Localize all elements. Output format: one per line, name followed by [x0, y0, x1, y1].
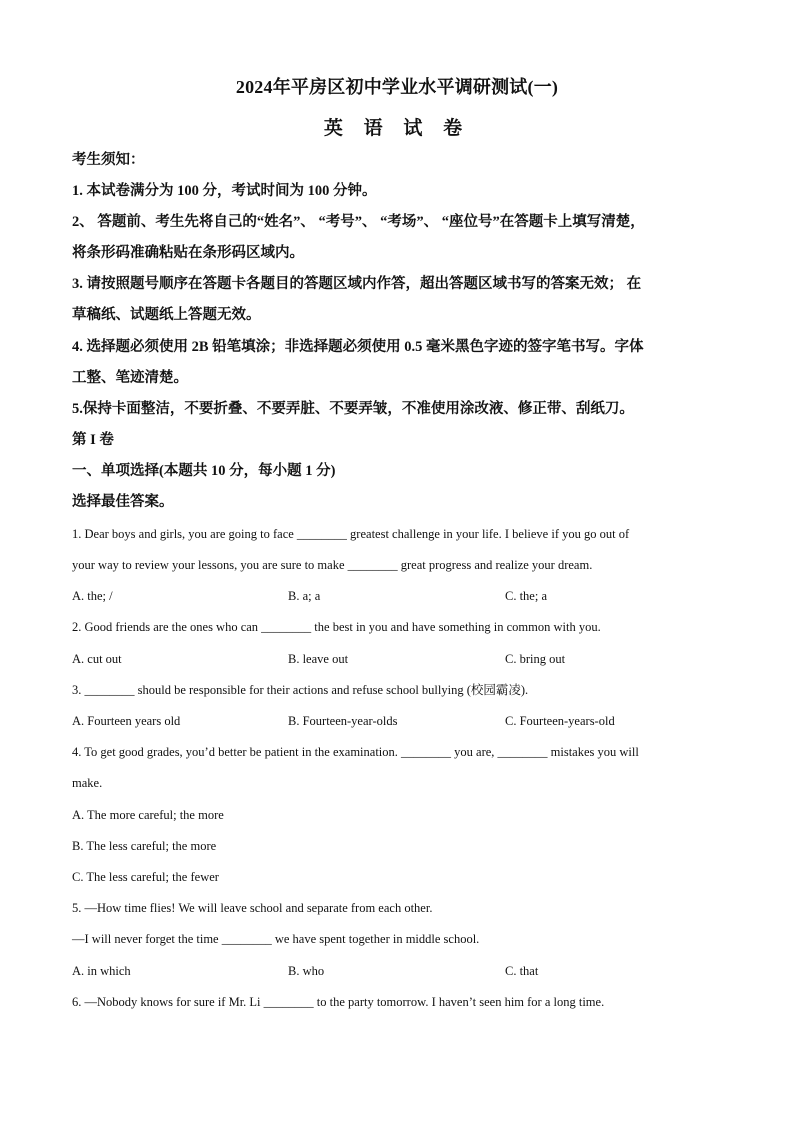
question-4-line-1: 4. To get good grades, you’d better be patient in the examination. ________ you are, ________ mistakes you will: [72, 745, 639, 759]
question-4-option-b: B. The less careful; the more: [72, 839, 217, 853]
question-5-line-1: 5. —How time flies! We will leave school and separate from each other.: [72, 901, 433, 915]
question-2-option-b: B. leave out: [288, 652, 349, 666]
part-instruction: 选择最佳答案。: [72, 494, 174, 510]
part-heading: 一、单项选择(本题共 10 分，每小题 1 分): [72, 463, 336, 479]
volume-heading: 第 I 卷: [72, 432, 114, 448]
notice-line-5: 草稿纸、试题纸上答题无效。: [72, 307, 261, 323]
exam-title: 2024年平房区初中学业水平调研测试(一): [235, 77, 559, 97]
question-4-line-2: make.: [72, 776, 103, 790]
question-2-option-a: A. cut out: [72, 652, 122, 666]
question-3-option-b: B. Fourteen-year-olds: [288, 714, 398, 728]
question-3-option-a: A. Fourteen years old: [72, 714, 181, 728]
question-2-option-c: C. bring out: [505, 652, 566, 666]
notice-line-7: 工整、笔迹清楚。: [72, 370, 188, 386]
question-1-option-b: B. a; a: [288, 589, 321, 603]
notice-line-4: 3. 请按照题号顺序在答题卡各题目的答题区域内作答，超出答题区域书写的答案无效； 在: [72, 276, 642, 292]
question-2-line-1: 2. Good friends are the ones who can ________ the best in you and have something in common with you.: [72, 620, 601, 634]
question-5-option-c: C. that: [505, 964, 539, 978]
question-6-line-1: 6. —Nobody knows for sure if Mr. Li ________ to the party tomorrow. I haven’t seen him for a long time.: [72, 995, 605, 1009]
exam-subtitle: 英 语 试 卷: [323, 118, 471, 139]
question-1-line-2: your way to review your lessons, you are sure to make ________ great progress and realize your dream.: [72, 558, 593, 572]
question-1-line-1: 1. Dear boys and girls, you are going to face ________ greatest challenge in your life. I believe if you go out of: [72, 527, 630, 541]
question-1-option-a: A. the; /: [72, 589, 113, 603]
question-3-option-c: C. Fourteen-years-old: [505, 714, 615, 728]
notice-line-3: 将条形码准确粘贴在条形码区域内。: [72, 245, 304, 261]
question-4-option-c: C. The less careful; the fewer: [72, 870, 219, 884]
notice-line-8: 5.保持卡面整洁，不要折叠、不要弄脏、不要弄皱，不准使用涂改液、修正带、刮纸刀。: [72, 401, 634, 417]
notice-line-2: 2、 答题前、考生先将自己的“姓名”、 “考号”、 “考场”、 “座位号”在答题卡上填写清楚，: [72, 214, 645, 230]
notice-line-1: 1. 本试卷满分为 100 分，考试时间为 100 分钟。: [72, 183, 377, 199]
question-5-line-2: —I will never forget the time ________ we have spent together in middle school.: [72, 932, 480, 946]
notice-line-6: 4. 选择题必须使用 2B 铅笔填涂；非选择题必须使用 0.5 毫米黑色字迹的签字笔书写。字体: [72, 339, 644, 355]
question-4-option-a: A. The more careful; the more: [72, 808, 224, 822]
question-1-option-c: C. the; a: [505, 589, 548, 603]
question-5-option-a: A. in which: [72, 964, 131, 978]
question-5-option-b: B. who: [288, 964, 325, 978]
notice-heading: 考生须知：: [72, 152, 145, 168]
question-3-line-1: 3. ________ should be responsible for their actions and refuse school bullying (校园霸凌).: [72, 683, 529, 697]
